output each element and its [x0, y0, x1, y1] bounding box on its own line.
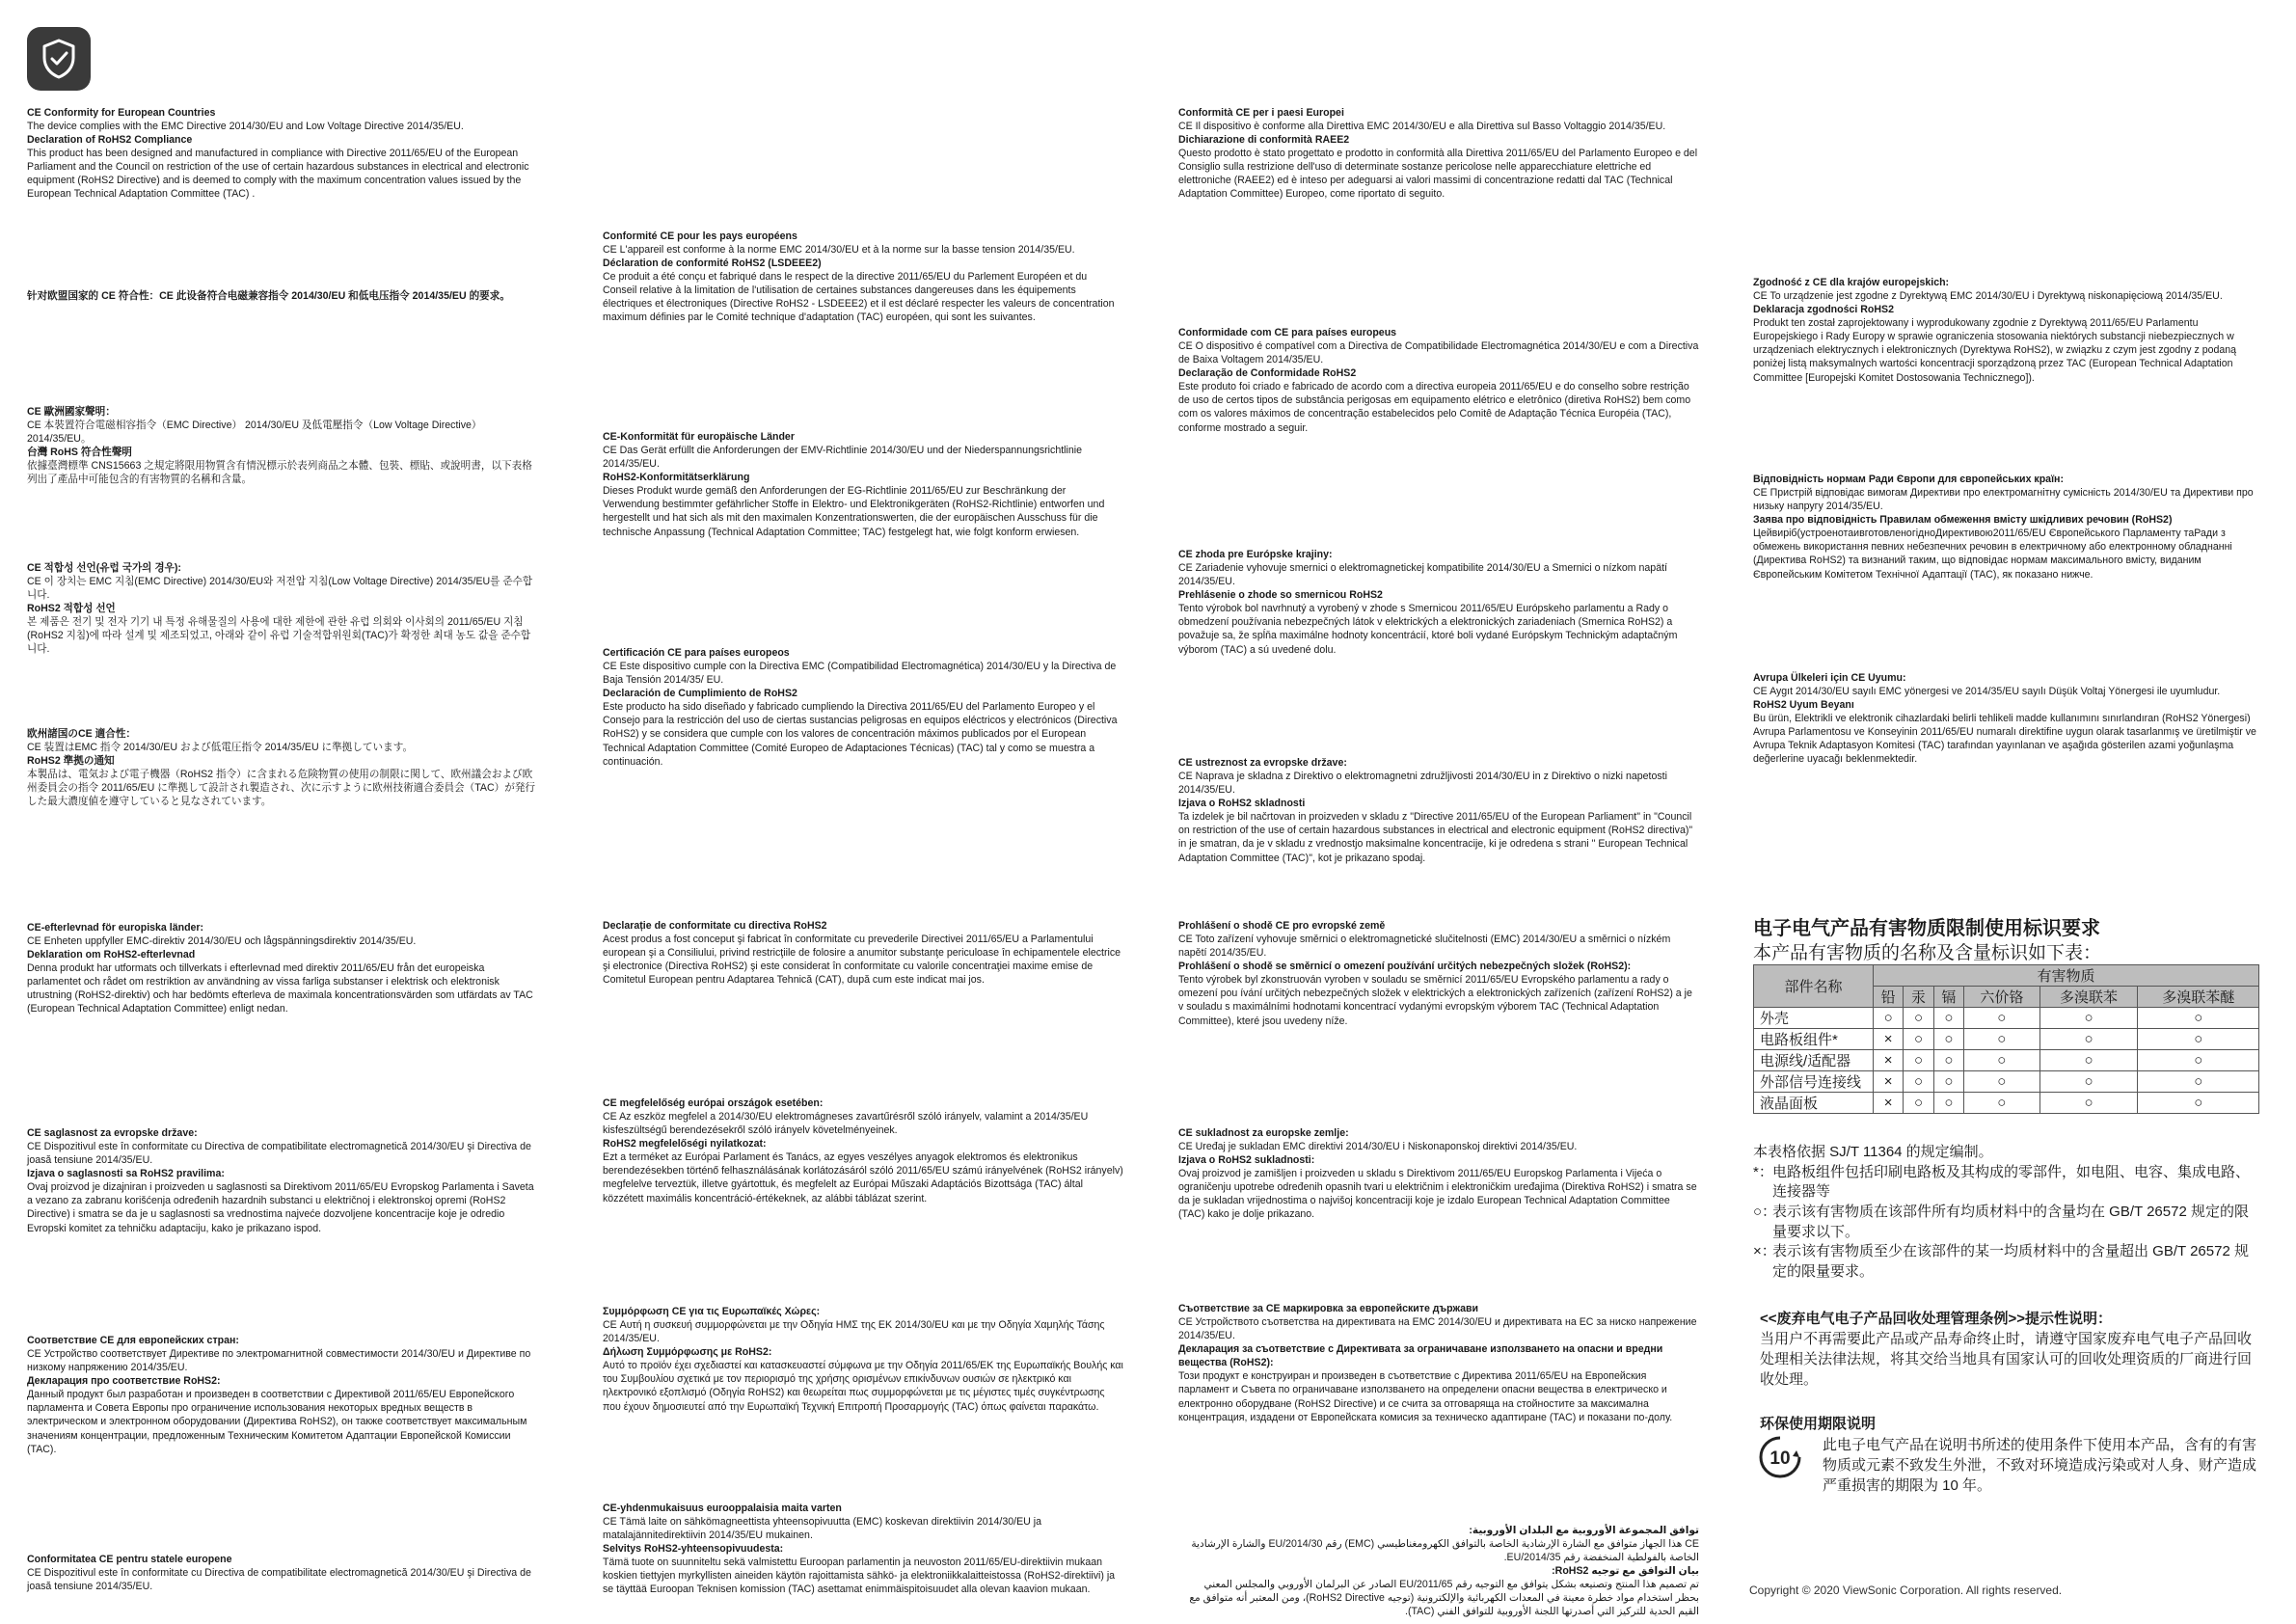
block-line: CE Устройството съответства на директивата на ЕМС 2014/30/EU и директивата на ЕС за ниско напрежение 2014/35/EU. — [1178, 1316, 1697, 1342]
block-title: CE saglasnost za evropske države: — [27, 1127, 198, 1139]
block-line: CE Naprava je skladna z Direktivo o elektromagnetni združljivosti 2014/30/EU in z Direktivo o nizki napetosti 2014/35/EU. — [1178, 771, 1667, 797]
block-line: تم تصميم هذا المنتج وتصنيعه بشكل يتوافق مع التوجيه رقم EU/2011/65 الصادر عن البرلمان الأوروبي والمجلس المعني بحظر استخدام مواد خطرة معينة في المعدات الكهربائية والإلكترونية (توجيه RoHS2 Directive)، ومن المعتبر أنه متوافق مع القيم الحدية للتركيز التي أصدرتها اللجنة الأوروبية للتوافق الفني (TAC). — [1189, 1579, 1699, 1618]
block-line: Declaração de Conformidade RoHS2 — [1178, 367, 1357, 380]
substance-mark: ○ — [2039, 1050, 2138, 1071]
notes-intro: 本表格依据 SJ/T 11364 的规定编制。 — [1753, 1144, 1993, 1160]
substance-mark: ○ — [2138, 1093, 2259, 1114]
block-line: Prohlášení o shodě se směrnicí o omezení používání určitých nebezpečných složek (RoHS2): — [1178, 961, 1632, 973]
block-hu — [603, 1096, 1123, 1205]
substance-header: 汞 — [1904, 987, 1933, 1008]
block-ja — [27, 727, 538, 808]
block-line: This product has been designed and manufactured in compliance with Directive 2011/65/EU of the European Parliament and the Council on restriction of the use of certain hazardous substances in electrical and electronic equipment (RoHS2 Directive) and is deemed to comply with the maximum concentration values issued by the European Technical Adaptation Committee (TAC) . — [27, 148, 529, 201]
cn-rohs-subtitle: 本产品有害物质的名称及含量标识如下表： — [1753, 943, 2102, 963]
block-line: 针对欧盟国家的 CE 符合性：CE 此设备符合电磁兼容指令 2014/30/EU 和低电压指令 2014/35/EU 的要求。 — [27, 290, 510, 302]
block-it — [1178, 106, 1699, 202]
weee-text: 当用户不再需要此产品或产品寿命终止时，请遵守国家废弃电气电子产品回收处理相关法律法规，将其交给当地具有国家认可的回收处理资质的厂商进行回收处理。 — [1760, 1331, 2253, 1388]
block-line: Deklaracja zgodności RoHS2 — [1753, 304, 1895, 316]
block-line: Αυτό το προϊόν έχει σχεδιαστεί και κατασκευαστεί σύμφωνα με την Οδηγία 2011/65/ΕΚ της Ευρωπαϊκής Βουλής και του Συμβουλίου σχετικά με τον περιορισμό της χρήσης ορισμένων επικίνδυνων ουσιών σε ηλεκτρικό και ηλεκτρονικό εξοπλισμό (Οδηγία RoHS2) και θεωρείται πως συμμορφώνεται με τις μέγιστες τιμές συγκέντρωσης που έχουν δημοσιευτεί από την Ευρωπαϊκή Τεχνική Επιτροπή Προσαρμογής (TAC) όπως φαίνεται παρακάτω. — [603, 1360, 1123, 1413]
block-sl — [1178, 756, 1699, 865]
substance-header: 多溴联苯醚 — [2138, 987, 2259, 1008]
note-mark: ○： — [1753, 1204, 1777, 1221]
part-name: 液晶面板 — [1754, 1093, 1874, 1114]
block-title: CE sukladnost za europske zemlje: — [1178, 1127, 1349, 1139]
block-line: CE Das Gerät erfüllt die Anforderungen der EMV-Richtlinie 2014/30/EU und der Niederspannungsrichtlinie 2014/35/EU. — [603, 445, 1083, 471]
block-title: CE megfelelőség európai országok esetében: — [603, 1097, 824, 1109]
epup-number: 10 — [1769, 1448, 1791, 1469]
block-line: CE Az eszköz megfelel a 2014/30/EU elektromágneses zavartűrésről szóló irányelv, valamint a 2014/35/EU kisfeszültségű berendezésekről szóló irányelv követelményeinek. — [603, 1111, 1089, 1137]
epup-text: 此电子电气产品在说明书所述的使用条件下使用本产品，含有的有害物质或元素不致发生外泄，不致对环境造成污染或对人身、财产造成严重损害的期限为 10 年。 — [1823, 1437, 2257, 1494]
block-ru — [27, 1334, 538, 1456]
block-sr — [27, 1126, 538, 1235]
block-line: Данный продукт был разработан и произведен в соответствии с Директивой 2011/65/EU Европейского парламента и Совета Европы про ограничение использования некоторых вредных веществ в электрическом и электронном оборудовании (Директива RoHS2), он также соответствует максимальным значениям концентрации, предложенным Техническим Комитетом Адаптации Европейской Комиссии (TAC). — [27, 1389, 527, 1455]
substance-mark: ○ — [1904, 1029, 1933, 1050]
part-name: 电源线/适配器 — [1754, 1050, 1874, 1071]
block-title: Prohlášení o shodě CE pro evropské země — [1178, 920, 1386, 932]
substance-mark: × — [1874, 1071, 1904, 1093]
block-title: CE-Konformität für europäische Länder — [603, 431, 795, 443]
block-line: Ta izdelek je bil načrtovan in proizveden v skladu z "Directive 2011/65/EU of the European Parliament" in "Council on restriction of the use of certain hazardous substances in electrical and electronic equipment (RoHS2 directiva)" in je smatran, da je v skladu z vrednostjo maksimalne koncentracije, ki je odredena s strani " European Technical Adaptation Committee (TAC)", kot je prikazano spodaj. — [1178, 811, 1693, 864]
block-line: CE Uređaj je sukladan EMC direktivi 2014/30/EU i Niskonaponskoj direktivi 2014/35/EU. — [1178, 1141, 1578, 1153]
block-line: Bu ürün, Elektrikli ve elektronik cihazlardaki belirli tehlikeli madde kullanımını sınırlandıran (RoHS2 Yönergesi) Avrupa Parlamentosu ve Konseyinin 2011/65/EU numaralı direktifine uygun olarak tasarlanmış ve üretilmiştir ve Avrupa Teknik Adaptasyon Komitesi (TAC) tarafından yayınlanan ve aşağıda gösterilen azami yoğunlaşma değerlerine uyacağı beklenmektedir. — [1753, 713, 2256, 766]
block-line: RoHS2 적합성 선언 — [27, 603, 116, 615]
block-line: CE 装置はEMC 指令 2014/30/EU および低電圧指令 2014/35/EU に準拠しています。 — [27, 742, 414, 754]
block-line: Denna produkt har utformats och tillverkats i efterlevnad med direktiv 2011/65/EU från det europeiska parlamentet och rådet om restriktion av användning av vissa farliga substanser i elektrisk och elektronisk utrustning (RoHS2-direktiv) och har bedömts efterleva de maximala koncentrationsvärden som utfärdats av TAC (European Technical Adaptation Committee) enligt nedan. — [27, 962, 533, 1015]
block-title: Відповідність нормам Ради Європи для європейських країн: — [1753, 474, 2064, 485]
block-line: 台灣 RoHS 符合性聲明 — [27, 447, 132, 459]
substance-mark: ○ — [2138, 1071, 2259, 1093]
block-line: CE O dispositivo é compatível com a Directiva de Compatibilidade Electromagnética 2014/30/EU e com a Directiva de Baixa Voltagem 2014/35/EU. — [1178, 340, 1699, 366]
block-tr — [1753, 671, 2264, 767]
substance-mark: ○ — [1933, 1029, 1963, 1050]
substance-mark: ○ — [1964, 1093, 2039, 1114]
block-uk — [1753, 473, 2264, 582]
substance-mark: ○ — [1964, 1071, 2039, 1093]
block-line: Questo prodotto è stato progettato e prodotto in conformità alla Direttiva 2011/65/EU del Parlamento Europeo e del Consiglio sulla restrizione dell'uso di determinate sostanze pericolose nelle apparecchiature elettriche ed elettroniche (RAEE2) ed è inteso per adeguarsi ai valori massimi di concentrazione redatti dal TAC (Technical Adaptation Committee) Europeo, come riportato di seguito. — [1178, 148, 1698, 201]
block-line: Este producto ha sido diseñado y fabricado cumpliendo la Directiva 2011/65/EU del Parlamento Europeo y el Consejo para la restricción del uso de ciertas sustancias peligrosas en equipos eléctricos y electrónicos (Directiva RoHS2) y se considera que cumple con los valores de concentración máximos publicados por el European Technical Adaptation Committee (Comité Europeo de Adaptaciones Técnicas) (TAC) tal y como se muestra a continuación. — [603, 701, 1118, 768]
substance-mark: ○ — [1904, 1071, 1933, 1093]
substance-mark: ○ — [1904, 1050, 1933, 1071]
table-row — [1754, 1093, 2259, 1114]
block-zh-tw — [27, 405, 538, 486]
block-line: RoHS2 megfelelőségi nyilatkozat: — [603, 1138, 767, 1150]
block-line: Tämä tuote on suunniteltu sekä valmistettu Euroopan parlamentin ja neuvoston 2011/65/EU-direktiivin mukaan koskien tiettyjen myrkyllisten aineiden käytön rajoittamista sähkö- ja elektroniikkalaitteistossa (RoHS2-direktiivi) ja se täyttää Euroopan Teknisen komission (TAC) asettamat enimmäispitoisuudet alla olevan kaavion mukaan. — [603, 1556, 1116, 1596]
substance-mark: × — [1874, 1050, 1904, 1071]
block-hr — [1178, 1126, 1699, 1222]
block-sv — [27, 921, 538, 1016]
block-line: Este produto foi criado e fabricado de acordo com a directiva europeia 2011/65/EU e do conselho sobre restrição de uso de certos tipos de substância perigosas em equipamento elétrico e eletrônico (diretiva RoHS2) bem como com os valores máximos de concentração estabelecidos pelo Comitê de Adaptação Técnica Européia (TAC), conforme mostrado a seguir. — [1178, 381, 1691, 434]
substance-header: 铅 — [1874, 987, 1904, 1008]
block-ro — [603, 919, 1123, 987]
block-line: CE هذا الجهاز متوافق مع الشارة الإرشادية الخاصة بالتوافق الكهرومغناطيسي (EMC) رقم EU/2014/30 والشارة الإرشادية الخاصة بالفولطية المنخفضة رقم EU/2014/35. — [1191, 1538, 1699, 1564]
block-line: RoHS2 Uyum Beyanı — [1753, 699, 1854, 712]
block-line: Produkt ten został zaprojektowany i wyprodukowany zgodnie z Dyrektywą 2011/65/EU Parlamentu Europejskiego i Rady Europy w sprawie ograniczenia stosowania niektórych substancji niebezpiecznych w urządzeniach elektrycznych i elektronicznych (Dyrektywa RoHS2), w związku z czym jest zgodny z podaną poniżej listą maksymalnych wartości koncentracji sporządzoną przez TAC (European Technical Adaptation Committee [Europejski Komitet Dostosowania Technicznego]). — [1753, 317, 2237, 384]
substance-header: 六价铬 — [1964, 987, 2039, 1008]
cn-rohs-title: 电子电气产品有害物质限制使用标识要求 — [1753, 918, 2100, 939]
block-line: Déclaration de conformité RoHS2 (LSDEEE2) — [603, 257, 822, 270]
note-text: 表示该有害物质至少在该部件的某一均质材料中的含量超出 GB/T 26572 规定的限量要求。 — [1772, 1243, 2249, 1281]
table-part-header: 部件名称 — [1754, 965, 1874, 1008]
block-bg — [1178, 1302, 1699, 1424]
block-line: Заява про відповідність Правилам обмеження вмісту шкідливих речовин (RoHS2) — [1753, 514, 2173, 527]
block-zh-cn — [27, 289, 538, 303]
block-line: CE 本裝置符合電磁相容指令（EMC Directive） 2014/30/EU 及低電壓指令（Low Voltage Directive） 2014/35/EU。 — [27, 420, 482, 446]
block-line: CE To urządzenie jest zgodne z Dyrektywą EMC 2014/30/EU i Dyrektywą niskonapięciową 2014/35/EU. — [1753, 290, 2223, 303]
block-line: 본 제품은 전기 및 전자 기기 내 특정 유해물질의 사용에 대한 제한에 관한 유럽 의회와 이사회의 2011/65/EU 지침(RoHS2 지침)에 따라 설계 및 제조되었고, 아래와 같이 유럽 기술적합위원회(TAC)가 확정한 최대 농도 값을 준수합니다. — [27, 616, 531, 656]
block-line: CE Устройство соответствует Директиве по электромагнитной совместимости 2014/30/EU и Директиве по низкому напряжению 2014/35/EU. — [27, 1348, 531, 1374]
block-de — [603, 430, 1123, 539]
block-line: Tento výrobok bol navrhnutý a vyrobený v zhode s Smernicou 2011/65/EU Európskeho parlamentu a Rady o obmedzení používania nebezpečných látok v elektrických a elektronických zariadeniach (Smernica RoHS2) a považuje sa, že spĺňa maximálne hodnoty koncentrácií, ktoré boli vydané Európskym Technickým adaptačným výborom (TAC) a sú uvedené dolu. — [1178, 603, 1678, 656]
block-title: CE-efterlevnad för europiska länder: — [27, 922, 204, 934]
block-line: CE Dispozitivul este în conformitate cu Directiva de compatibilitate electromagnetică 2014/30/EU şi Directiva de joasă tensiune 2014/35/EU. — [27, 1141, 531, 1167]
substance-mark: ○ — [2039, 1093, 2138, 1114]
substance-mark: ○ — [1933, 1050, 1963, 1071]
substance-mark: ○ — [2039, 1071, 2138, 1093]
table-row — [1754, 1008, 2259, 1029]
substance-mark: ○ — [1964, 1029, 2039, 1050]
block-title: Zgodność z CE dla krajów europejskich: — [1753, 277, 1950, 288]
substance-mark: ○ — [2138, 1008, 2259, 1029]
substance-mark: ○ — [1904, 1008, 1933, 1029]
cn-notes — [1753, 1143, 2255, 1283]
block-line: Dichiarazione di conformità RAEE2 — [1178, 134, 1350, 147]
block-line: Цейвиріб(устроенотаивготовленогідноДирективою2011/65/EU Європейського Парламенту таРади з обмежень використання певних небезпечних речовин в електричному або електронному обладнанні (Директива RoHS2) та визнаний таким, що відповідає нормам максимального вмісту, виданим Європейським Комітетом Технічної Адаптації (TAC), як показано нижче. — [1753, 528, 2232, 581]
substance-mark: ○ — [1904, 1093, 1933, 1114]
epup-10-icon — [1758, 1435, 1802, 1479]
block-line: Deklaration om RoHS2-efterlevnad — [27, 949, 196, 961]
substance-mark: × — [1874, 1029, 1904, 1050]
substance-mark: ○ — [1964, 1008, 2039, 1029]
block-en — [27, 106, 538, 202]
block-title: Соответствие CE для европейских стран: — [27, 1335, 239, 1346]
block-line: بيان التوافق مع توجيه RoHS2: — [1552, 1565, 1699, 1578]
block-line: Декларация про соответствие RoHS2: — [27, 1375, 221, 1388]
note-line — [1753, 1242, 2255, 1282]
block-title: CE 歐洲國家聲明： — [27, 406, 116, 418]
block-ko — [27, 561, 538, 657]
block-line: Acest produs a fost conceput şi fabricat în conformitate cu prevederile Directivei 2011/65/EU a Parlamentului european şi a Consiliului, privind restricţiile de folosire a anumitor substanţe periculoase în echipamentele electrice şi electronice (Directiva RoHS2) şi este considerat în conformitate cu valorile concentraţiei maxime emise de Comitetul European pentru Adaptarea Tehnică (CAT), după cum este indicat mai jos. — [603, 934, 1121, 987]
part-name: 外部信号连接线 — [1754, 1071, 1874, 1093]
block-line: The device complies with the EMC Directive 2014/30/EU and Low Voltage Directive 2014/35/EU. — [27, 121, 464, 133]
block-line: Декларация за съответствие с Директивата за ограничаване използването на опасни и вредни вещества (RoHS2): — [1178, 1343, 1663, 1369]
block-line: Declaration of RoHS2 Compliance — [27, 134, 193, 147]
block-fi — [603, 1502, 1123, 1597]
substance-mark: ○ — [2039, 1008, 2138, 1029]
hazardous-substance-table — [1753, 964, 2259, 1114]
weee-title: <<废弃电气电子产品回收处理管理条例>>提示性说明： — [1760, 1311, 2113, 1327]
block-title: Съответствие за CE маркировка за европейските държави — [1178, 1303, 1479, 1314]
table-group-header: 有害物质 — [1874, 965, 2259, 987]
block-title: CE zhoda pre Európske krajiny: — [1178, 549, 1333, 560]
block-title: Conformité CE pour les pays européens — [603, 230, 797, 242]
block-line: 依據臺灣標準 CNS15663 之規定將限用物質含有情況標示於表列商品之本體、包裝、標貼、或說明書，以下表格列出了產品中可能包含的有害物質的名稱和含量。 — [27, 460, 532, 486]
block-line: Ezt a terméket az Európai Parlament és Tanács, az egyes veszélyes anyagok elektromos és elektronikus berendezésekben történő felhasználásának korlátozásáról szóló 2011/65/EU számú irányelvének (RoHS2 irányelv) megfelelve terveztük, illetve gyártottuk, és megfelelt az Európai Műszaki Adaptációs Bizottsága (TAC) által közzétett maximális koncentráció-értékeknek, az alábbi táblázat szerint. — [603, 1151, 1123, 1204]
block-title: Conformitatea CE pentru statele europene — [27, 1554, 232, 1565]
substance-mark: ○ — [1933, 1008, 1963, 1029]
block-el — [603, 1305, 1123, 1414]
table-row — [1754, 1050, 2259, 1071]
block-line: CE Enheten uppfyller EMC-direktiv 2014/30/EU och lågspänningsdirektiv 2014/35/EU. — [27, 935, 417, 948]
note-text: 表示该有害物质在该部件所有均质材料中的含量均在 GB/T 26572 规定的限量要求以下。 — [1772, 1204, 2249, 1240]
substance-header: 镉 — [1933, 987, 1963, 1008]
block-line: CE Zariadenie vyhovuje smernici o elektromagnetickej kompatibilite 2014/30/EU a Smernici o nízkom napätí 2014/35/EU. — [1178, 562, 1667, 588]
part-name: 电路板组件* — [1754, 1029, 1874, 1050]
block-line: Selvitys RoHS2-yhteensopivuudesta: — [603, 1543, 784, 1556]
block-line: CE Il dispositivo è conforme alla Direttiva EMC 2014/30/EU e alla Direttiva sul Basso Voltaggio 2014/35/EU. — [1178, 121, 1666, 133]
block-fr — [603, 230, 1123, 325]
block-line: Δήλωση Συμμόρφωσης με RoHS2: — [603, 1346, 772, 1359]
block-line: Izjava o saglasnosti sa RoHS2 pravilima: — [27, 1168, 225, 1180]
substance-mark: ○ — [1933, 1093, 1963, 1114]
block-cs — [1178, 919, 1699, 1028]
block-line: Ovaj proizvod je dizajniran i proizveden u saglasnosti sa Direktivom 2011/65/EU Evropskog Parlamenta i Saveta a vezano za zabranu korišćenja određenih hazardnih substanci u električnoj i elektronskoj opremi (RoHS2 Directive) i smatra se da je u saglasnosti sa vrednostima najveće dozvoljene koncentracije koje je odredio Evropski komitet za tehničku adaptaciju, kako je prikazano ispod. — [27, 1181, 534, 1234]
substance-mark: ○ — [2138, 1050, 2259, 1071]
block-line: CE Пристрій відповідає вимогам Директиви про електромагнітну сумісність 2014/30/EU та Директиви про низьку напругу 2014/35/EU. — [1753, 487, 2254, 513]
block-line: CE Aygıt 2014/30/EU sayılı EMC yönergesi ve 2014/35/EU sayılı Düşük Voltaj Yönergesi ile uyumludur. — [1753, 686, 2221, 698]
block-title: CE ustreznost za evropske države: — [1178, 757, 1347, 769]
substance-mark: ○ — [2138, 1029, 2259, 1050]
block-line: Izjava o RoHS2 sukladnosti: — [1178, 1154, 1315, 1167]
block-line: CE 이 장치는 EMC 지침(EMC Directive) 2014/30/EU와 저전압 지침(Low Voltage Directive) 2014/35/EU를 준수합니다. — [27, 576, 533, 602]
block-line: CE Dispozitivul este în conformitate cu Directiva de compatibilitate electromagnetică 2014/30/EU şi Directiva de joasă tensiune 2014/35/EU. — [27, 1567, 531, 1593]
block-es — [603, 646, 1123, 769]
block-title: Certificación CE para países europeos — [603, 647, 790, 659]
block-line: CE Este dispositivo cumple con la Directiva EMC (Compatibilidad Electromagnética) 2014/30/EU y la Directiva de Baja Tensión 2014/35/ EU. — [603, 661, 1117, 687]
block-line: CE Toto zařízení vyhovuje směrnici o elektromagnetické slučitelnosti (EMC) 2014/30/EU a směrnici o nízkém napětí 2014/35/EU. — [1178, 934, 1671, 960]
block-title: Conformidade com CE para países europeus — [1178, 327, 1397, 338]
block-line: RoHS2 準拠の通知 — [27, 755, 115, 768]
block-pt — [1178, 326, 1699, 435]
note-mark: ×： — [1753, 1243, 1776, 1260]
block-line: Ce produit a été conçu et fabriqué dans le respect de la directive 2011/65/EU du Parlement Européen et du Conseil relative à la limitation de l'utilisation de certaines substances dangereuses dans les équipements électriques et électroniques (Directive RoHS2 - LSDEEE2) et il est déclaré respecter les valeurs de concentration maximum définies par le Comité technique d'adaptation (TAC) européen, qui sont les suivantes. — [603, 271, 1115, 324]
block-line: Dieses Produkt wurde gemäß den Anforderungen der EG-Richtlinie 2011/65/EU zur Beschränkung der Verwendung bestimmter gefährlicher Stoffe in Elektro- und Elektronikgeräten (RoHS2-Richtlinie) entworfen und hergestellt und hat sich als mit den maximalen Konzentrationswerten, die der europäischen Ausschuss für die technische Anpassung (Technical Adaptation Committee; TAC) festgelegt hat, wie folgt konform erwiesen. — [603, 485, 1105, 538]
block-ro-ce — [27, 1553, 538, 1593]
block-line: Izjava o RoHS2 skladnosti — [1178, 798, 1306, 810]
substance-mark: ○ — [1933, 1071, 1963, 1093]
substance-mark: ○ — [2039, 1029, 2138, 1050]
substance-header: 多溴联苯 — [2039, 987, 2138, 1008]
copyright: Copyright © 2020 ViewSonic Corporation. All rights reserved. — [1749, 1583, 2063, 1597]
block-title: CE 적합성 선언(유럽 국가의 경우): — [27, 562, 181, 574]
block-line: Ovaj proizvod je zamišljen i proizveden u skladu s Direktivom 2011/65/EU Europskog Parlamenta i Vijeća o ograničenju upotrebe određenih opasnih tvari u električnim i elektroničkim uređajima (Direktiva RoHS2) i smatra se da je sukladan vrijednostima o najvišoj koncentraciji koje je izdalo European Technical Adaptation Committee (TAC) kako je dolje prikazano. — [1178, 1168, 1697, 1221]
table-row — [1754, 1029, 2259, 1050]
block-line: CE Αυτή η συσκευή συμμορφώνεται με την Οδηγία ΗΜΣ της ΕΚ 2014/30/EU και με την Οδηγία Χαμηλής Τάσης 2014/35/EU. — [603, 1319, 1105, 1345]
block-title: 欧州諸国のCE 適合性： — [27, 728, 137, 740]
block-line: Този продукт е конструиран и произведен в съответствие с Директива 2011/65/EU на Европейския парламент и Съвета по ограничаване използването на определени опасни вещества в електрическо и електронно оборудване (RoHS2 Directive) и се счита за отговаряща на стойностите за максимална концентрация, издадени от Европейската комисия за техническо адаптиране (TAC) и показани по-долу. — [1178, 1370, 1673, 1423]
shield-check-icon — [27, 27, 91, 91]
note-mark: *： — [1753, 1163, 1773, 1180]
table-row — [1754, 1071, 2259, 1093]
block-title: Conformità CE per i paesi Europei — [1178, 107, 1344, 119]
block-line: 本製品は、電気および電子機器（RoHS2 指令）に含まれる危険物質の使用の制限に関して、欧州議会および欧州委員会の指令 2011/65/EU に準拠して設計され製造され、次に示すように欧州技術適合委員会（TAC）が発行した最大濃度値を遵守していると見なされています。 — [27, 769, 536, 808]
block-title: CE-yhdenmukaisuus eurooppalaisia maita varten — [603, 1502, 842, 1514]
block-title: CE Conformity for European Countries — [27, 107, 216, 119]
block-line: CE L'appareil est conforme à la norme EMC 2014/30/EU et à la norme sur la basse tension 2014/35/EU. — [603, 244, 1075, 257]
note-line — [1753, 1163, 2255, 1203]
substance-mark: ○ — [1964, 1050, 2039, 1071]
note-line — [1753, 1203, 2255, 1242]
block-line: RoHS2-Konformitätserklärung — [603, 472, 750, 484]
block-sk — [1178, 548, 1699, 657]
block-title: Avrupa Ülkeleri için CE Uyumu: — [1753, 672, 1906, 684]
note-text: 电路板组件包括印刷电路板及其构成的零部件，如电阻、电容、集成电路、连接器等 — [1772, 1163, 2251, 1201]
block-line: Tento výrobek byl zkonstruován vyroben v souladu se směrnicí 2011/65/EU Evropského parlamentu a rady o omezení pou ívání určitých nebezpečných složek v elektrických a elektronických zařízeních (zařízení RoHS2) a je v souladu s maximálními hodnotami koncentrací vydanými evropským výborem TAC (Technical Adaptation Committee), které jsou uvedeny níže. — [1178, 974, 1692, 1027]
block-line: CE Tämä laite on sähkömagneettista yhteensopivuutta (EMC) koskevan direktiivin 2014/30/EU ja matalajännitedirektiivin 2014/35/EU mukainen. — [603, 1516, 1041, 1542]
block-line: Declaración de Cumplimiento de RoHS2 — [603, 688, 797, 700]
substance-mark: × — [1874, 1093, 1904, 1114]
block-title: Declarație de conformitate cu directiva RoHS2 — [603, 920, 827, 932]
part-name: 外壳 — [1754, 1008, 1874, 1029]
block-title: توافق المجموعة الأوروبية مع البلدان الأوروبية: — [1469, 1525, 1699, 1536]
block-line: Prehlásenie o zhode so smernicou RoHS2 — [1178, 589, 1383, 602]
epup-title: 环保使用期限说明 — [1760, 1416, 1877, 1432]
substance-mark: ○ — [1874, 1008, 1904, 1029]
block-ar — [1178, 1524, 1699, 1619]
block-pl — [1753, 276, 2264, 385]
block-title: Συμμόρφωση CE για τις Ευρωπαϊκές Χώρες: — [603, 1306, 821, 1317]
